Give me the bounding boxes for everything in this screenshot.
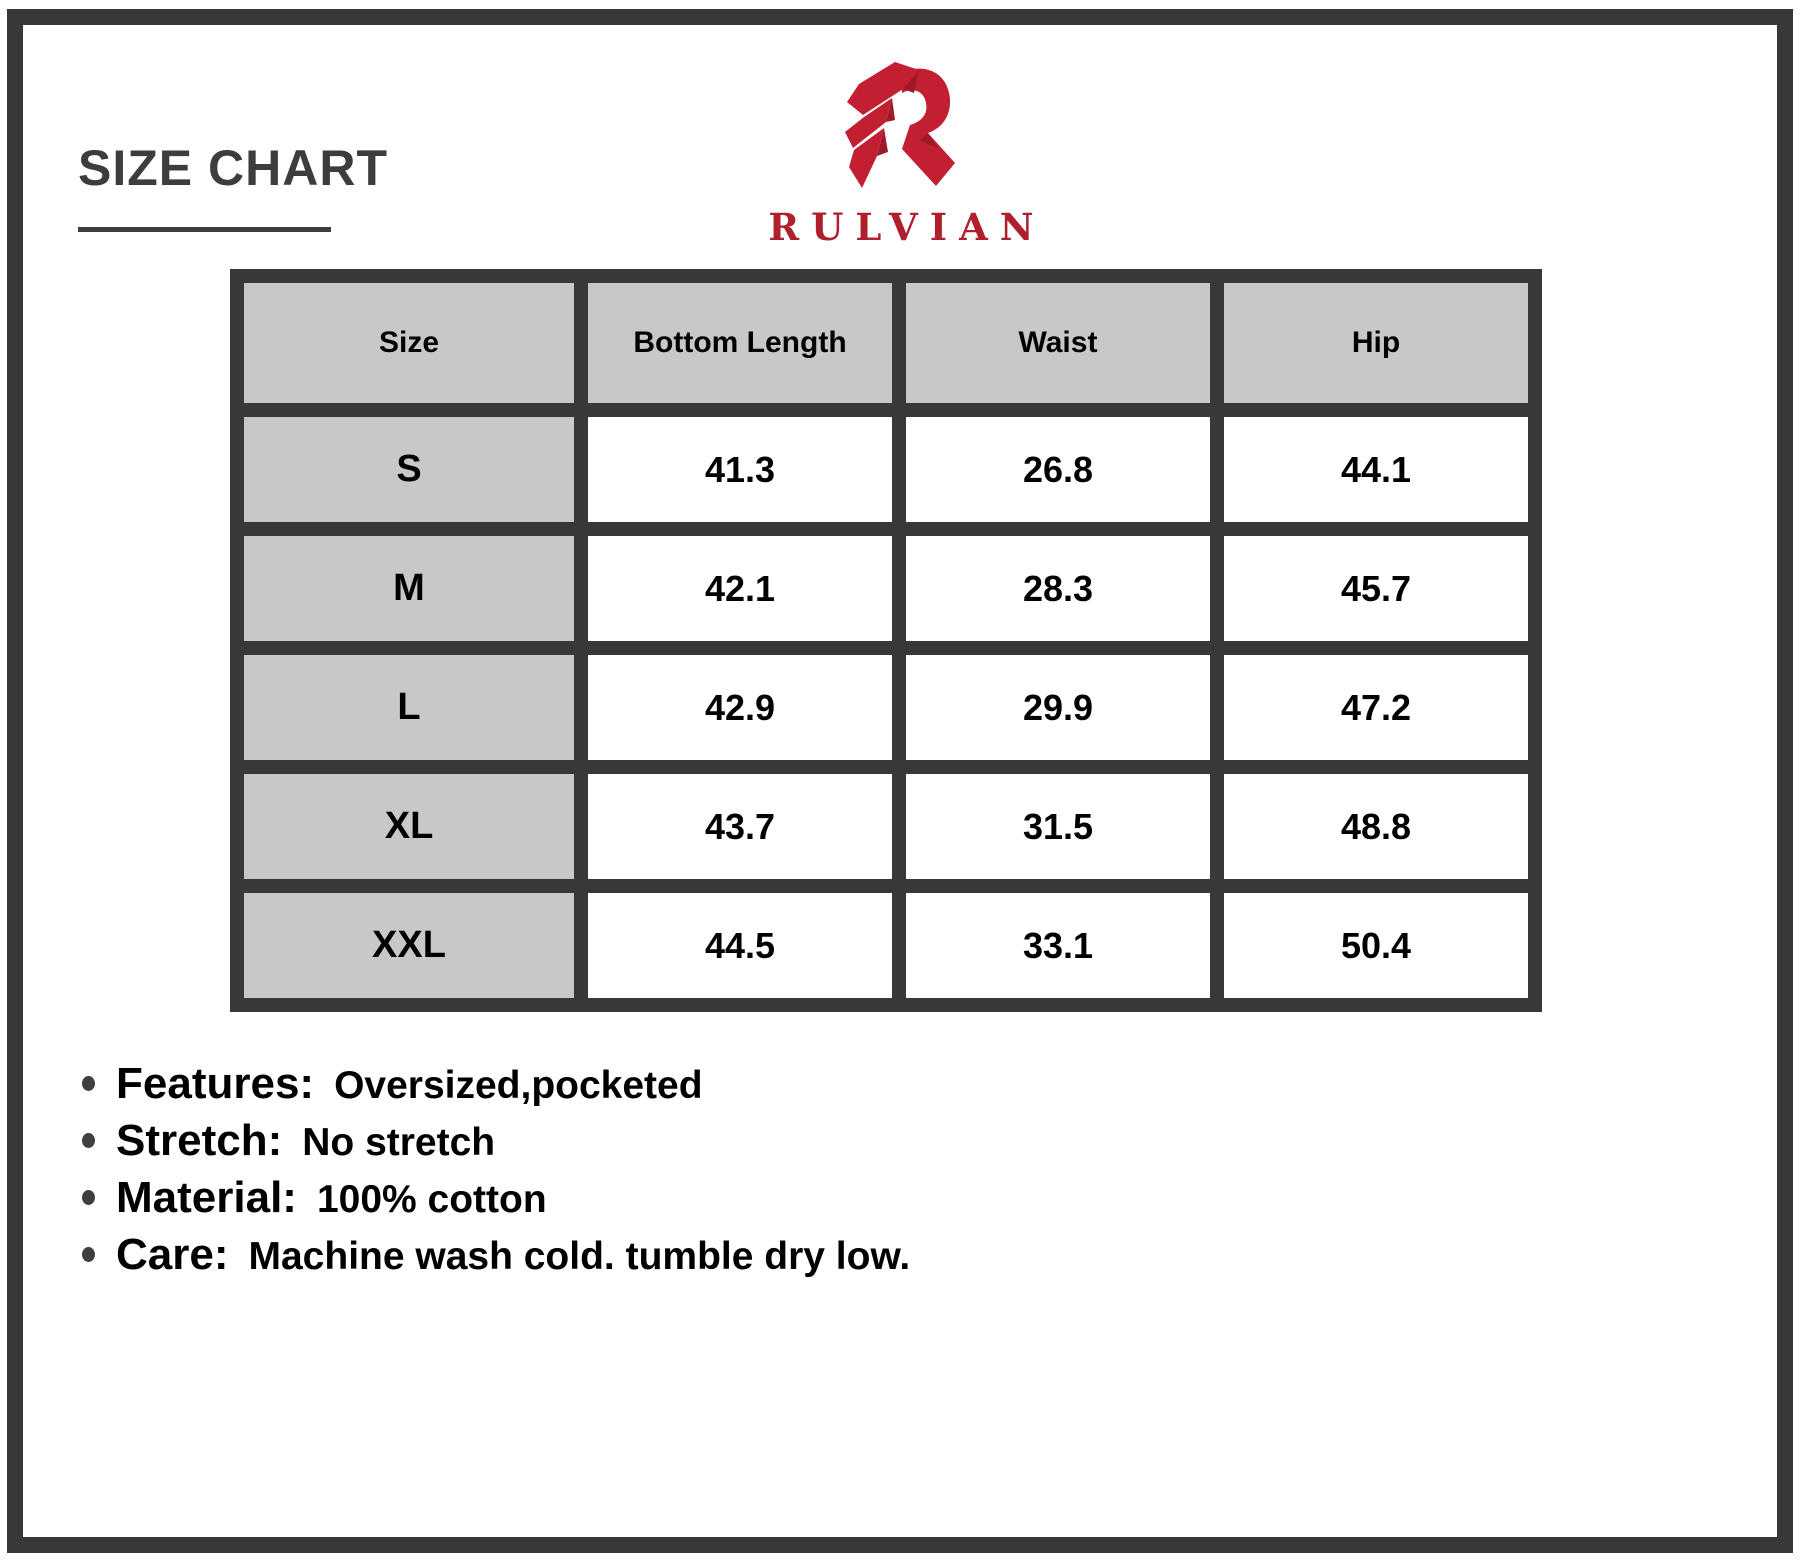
bullet-icon	[82, 1247, 95, 1262]
detail-row-features	[82, 1059, 910, 1108]
size-label-cell: XXL	[244, 893, 574, 998]
table-row-m	[244, 536, 1528, 641]
size-label-cell: XL	[244, 774, 574, 879]
value-cell: 48.8	[1224, 774, 1528, 879]
table-row-s	[244, 417, 1528, 522]
table-row-l	[244, 655, 1528, 760]
detail-label: Material:	[116, 1173, 297, 1222]
table-row-xxl	[244, 893, 1528, 998]
detail-value: Machine wash cold. tumble dry low.	[248, 1235, 911, 1278]
value-cell: 45.7	[1224, 536, 1528, 641]
column-header-hip: Hip	[1224, 283, 1528, 403]
table-row-xl	[244, 774, 1528, 879]
detail-row-material	[82, 1173, 910, 1222]
stylized-r-logo-icon	[843, 62, 959, 200]
detail-row-stretch	[82, 1116, 910, 1165]
column-header-bottom-length: Bottom Length	[588, 283, 892, 403]
column-header-waist: Waist	[906, 283, 1210, 403]
bullet-icon	[82, 1190, 95, 1205]
page-title: SIZE CHART	[78, 140, 388, 196]
value-cell: 47.2	[1224, 655, 1528, 760]
value-cell: 50.4	[1224, 893, 1528, 998]
value-cell: 43.7	[588, 774, 892, 879]
table-header-row	[244, 283, 1528, 403]
value-cell: 42.1	[588, 536, 892, 641]
value-cell: 29.9	[906, 655, 1210, 760]
size-label-cell: M	[244, 536, 574, 641]
size-label-cell: S	[244, 417, 574, 522]
bullet-icon	[82, 1133, 95, 1148]
value-cell: 44.5	[588, 893, 892, 998]
value-cell: 26.8	[906, 417, 1210, 522]
detail-value: Oversized,pocketed	[334, 1064, 703, 1107]
value-cell: 28.3	[906, 536, 1210, 641]
detail-row-care	[82, 1230, 911, 1279]
detail-label: Stretch:	[116, 1116, 283, 1165]
detail-value: 100% cotton	[316, 1178, 547, 1221]
brand-logo	[701, 62, 1101, 249]
value-cell: 31.5	[906, 774, 1210, 879]
bullet-icon	[82, 1076, 95, 1091]
value-cell: 42.9	[588, 655, 892, 760]
detail-label: Features:	[116, 1059, 315, 1108]
value-cell: 33.1	[906, 893, 1210, 998]
value-cell: 44.1	[1224, 417, 1528, 522]
product-details-list	[82, 1059, 911, 1290]
size-chart-table	[230, 269, 1542, 1012]
value-cell: 41.3	[588, 417, 892, 522]
column-header-size: Size	[244, 283, 574, 403]
detail-label: Care:	[116, 1230, 229, 1279]
size-label-cell: L	[244, 655, 574, 760]
detail-value: No stretch	[302, 1121, 496, 1164]
title-underline	[78, 227, 331, 232]
brand-wordmark: RULVIAN	[768, 205, 1046, 249]
